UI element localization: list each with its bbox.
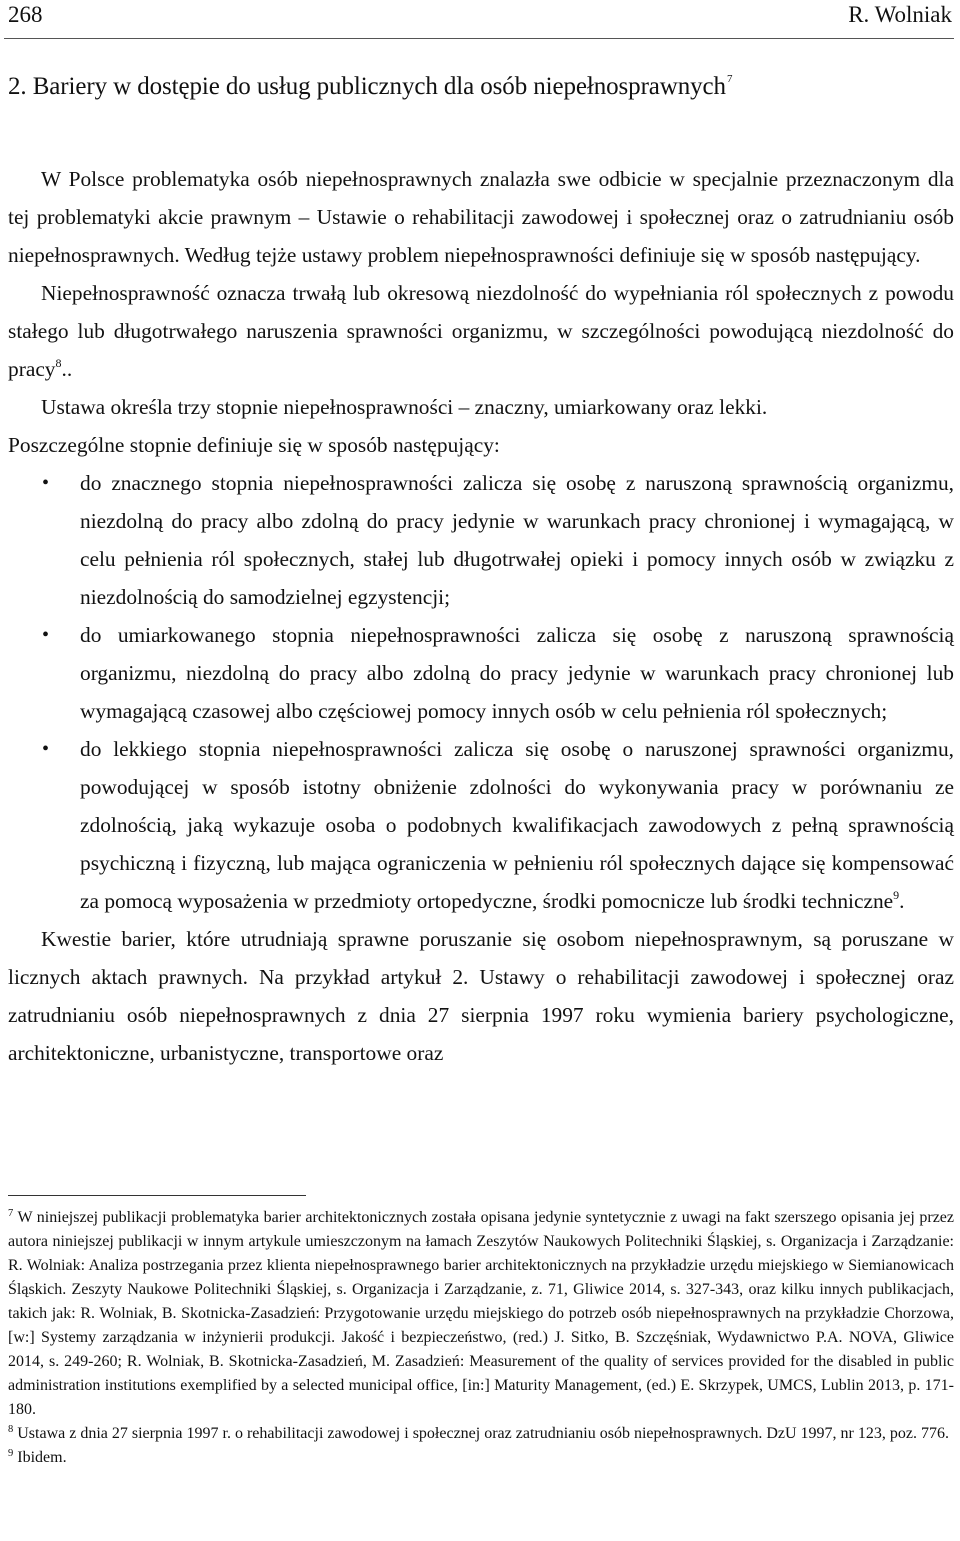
footnote-separator xyxy=(8,1195,306,1196)
footnotes xyxy=(8,1206,954,1470)
paragraph-degrees-intro: Ustawa określa trzy stopnie niepełnosprawności – znaczny, umiarkowany oraz lekki. xyxy=(41,395,768,419)
bullet-icon: • xyxy=(42,738,50,760)
footnote-ref-7[interactable]: 7 xyxy=(726,73,733,85)
footnote-9 xyxy=(8,1446,954,1470)
definition-text: Niepełnosprawność oznacza trwałą lub okresową niezdolność do wypełniania ról społecznych z powodu stałego lub długotrwałego naruszenia sprawności organizmu, w szczególności powodującą niezdolność do pracy xyxy=(8,281,954,381)
footnote-7 xyxy=(8,1206,954,1422)
footnote-ref-8[interactable]: 8 xyxy=(55,356,62,370)
footnote-text: Ibidem. xyxy=(17,1449,67,1466)
paragraph-degrees-lead: Poszczególne stopnie definiuje się w sposób następujący: xyxy=(8,433,500,457)
section-title: 2. Bariery w dostępie do usług publicznych dla osób niepełnosprawnych xyxy=(8,73,726,100)
bullet-icon: • xyxy=(42,624,50,646)
list-item-tail: . xyxy=(899,889,905,913)
footnote-text: W niniejszej publikacji problematyka barier architektonicznych została opisana jedynie syntetycznie z uwagi na fakt szerszego opisania jej przez autora niniejszej publikacji w innym artykule umieszczonym na łamach Zeszytów Naukowych Politechniki Śląskiej, s. Organizacja i Zarządzanie: R. Wolniak: Analiza postrzegania przez klienta niepełnosprawnego barier architektonicznych na przykładzie urzędu miejskiego w Siemianowicach Śląskich. Zeszyty Naukowe Politechniki Śląskiej, s. Organizacja i Zarządzanie, z. 71, Gliwice 2014, s. 327-343, oraz kilku innych publikacjach, takich jak: R. Wolniak, B. Skotnicka-Zasadzień: Przygotowanie urzędu miejskiego do potrzeb osób niepełnosprawnych na przykładzie Chorzowa, [w:] Systemy zarządzania w inżynierii produkcji. Jakość i bezpieczeństwo, (red.) J. Sitko, B. Szczęśniak, Wydawnictwo P.A. NOVA, Gliwice 2014, s. 249-260; R. Wolniak, B. Skotnicka-Zasadzień, M. Zasadzień: Measurement of the quality of services provided for the disabled in public administration institutions exemplified by a selected municipal office, [in:] Maturity Management, (ed.) E. Skrzypek, UMCS, Lublin 2013, p. 171-180. xyxy=(8,1209,954,1418)
footnote-number: 8 xyxy=(8,1424,14,1435)
list-item-text: do lekkiego stopnia niepełnosprawności zalicza się osobę o naruszonej sprawności organizmu, powodującej w sposób istotny obniżenie zdolności do wykonywania pracy w porównaniu ze zdolnością, jaką wykazuje osoba o podobnych kwalifikacjach zawodowych z pełną sprawnością psychiczną i fizyczną, lub mająca ograniczenia w pełnieniu ról społecznych dające się kompensować za pomocą wyposażenia w przedmioty ortopedyczne, środki pomocnicze lub środki techniczne xyxy=(80,737,954,913)
list-item xyxy=(8,616,954,730)
footnote-text: Ustawa z dnia 27 sierpnia 1997 r. o rehabilitacji zawodowej i społecznej oraz zatrudnianiu osób niepełnosprawnych. DzU 1997, nr 123, poz. 776. xyxy=(17,1425,949,1442)
definition-tail: .. xyxy=(61,357,73,381)
body-text xyxy=(8,160,954,1072)
page-number: 268 xyxy=(8,2,43,27)
paragraph-intro: W Polsce problematyka osób niepełnosprawnych znalazła swe odbicie w specjalnie przeznaczonym dla tej problematyki akcie prawnym – Ustawie o rehabilitacji zawodowej i społecznej oraz o zatrudnianiu osób niepełnosprawnych. Według tejże ustawy problem niepełnosprawności definiuje się w sposób następujący. xyxy=(8,167,954,267)
list-item-text: do znacznego stopnia niepełnosprawności zalicza się osobę z naruszoną sprawnością organizmu, niezdolną do pracy albo zdolną do pracy jedynie w warunkach pracy chronionej i wymagającą, w celu pełnienia ról społecznych, stałej lub długotrwałej opieki i pomocy innych osób w związku z niezdolnością do samodzielnej egzystencji; xyxy=(80,471,954,609)
paragraph-definition xyxy=(8,274,954,388)
bullet-icon: • xyxy=(42,472,50,494)
list-item-text: do umiarkowanego stopnia niepełnosprawności zalicza się osobę z naruszoną sprawnością organizmu, niezdolną do pracy albo zdolną do pracy jedynie w warunkach pracy chronionej lub wymagającą czasowej albo częściowej pomocy innych osób w celu pełnienia ról społecznych; xyxy=(80,623,954,723)
section-heading xyxy=(8,73,732,101)
footnote-ref-9[interactable]: 9 xyxy=(893,888,900,902)
paragraph-barriers: Kwestie barier, które utrudniają sprawne poruszanie się osobom niepełnosprawnym, są poruszane w licznych aktach prawnych. Na przykład artykuł 2. Ustawy o rehabilitacji zawodowej i społecznej oraz zatrudnianiu osób niepełnosprawnych z dnia 27 sierpnia 1997 roku wymienia bariery psychologiczne, architektoniczne, urbanistyczne, transportowe oraz xyxy=(8,927,954,1065)
footnote-number: 9 xyxy=(8,1448,14,1459)
header-rule xyxy=(4,38,954,39)
degrees-list xyxy=(8,464,954,920)
page-header xyxy=(8,0,952,30)
running-author: R. Wolniak xyxy=(848,2,952,27)
list-item xyxy=(8,464,954,616)
list-item xyxy=(8,730,954,920)
footnote-8 xyxy=(8,1422,954,1446)
footnote-number: 7 xyxy=(8,1208,14,1219)
